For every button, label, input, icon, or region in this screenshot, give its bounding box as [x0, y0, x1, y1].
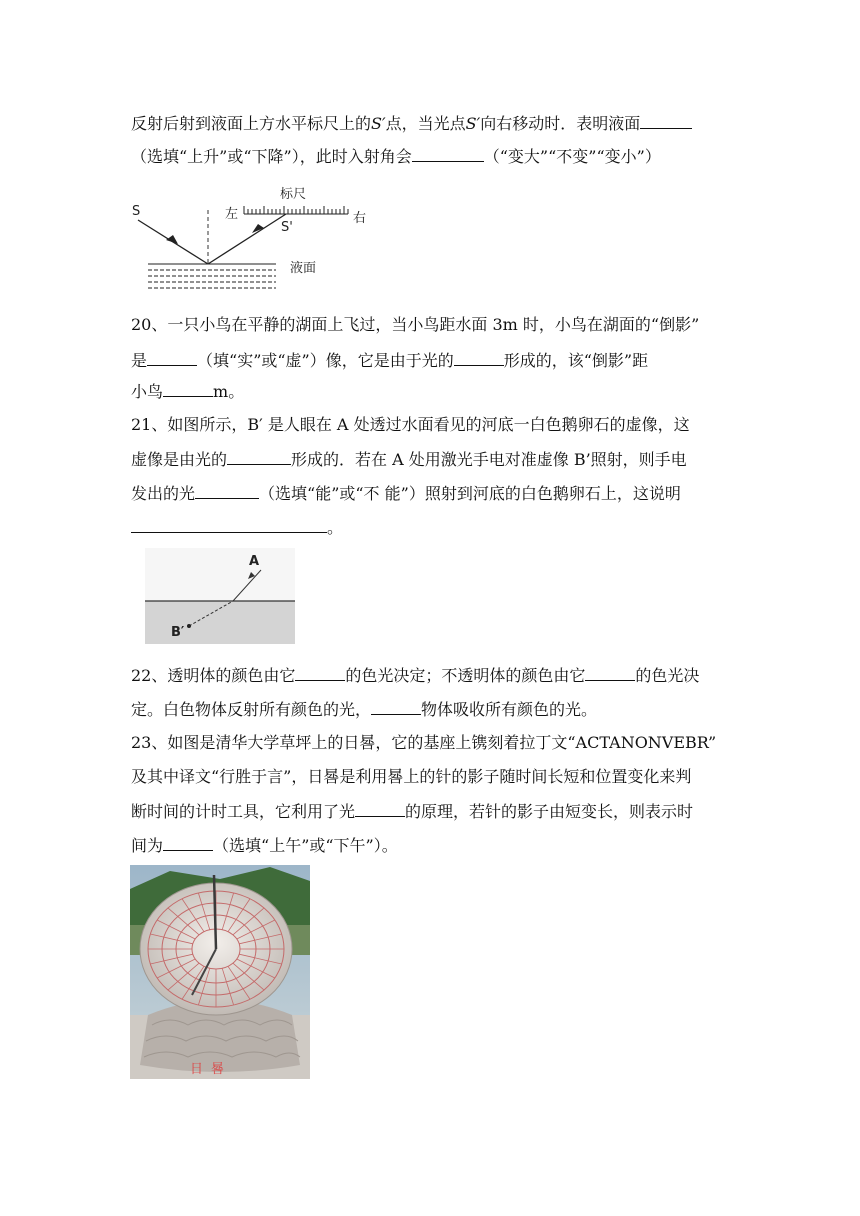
answer-blank[interactable] — [371, 698, 421, 715]
answer-blank[interactable] — [147, 349, 197, 366]
q22-line-1: 22、透明体的颜色由它 的色光决定；不透明体的颜色由它 的色光决 — [131, 666, 700, 685]
answer-blank[interactable] — [355, 800, 405, 817]
q20-line-3: 小鸟 m。 — [131, 382, 245, 401]
answer-blank[interactable] — [195, 482, 259, 499]
ruler — [244, 206, 348, 214]
figure-label-right: 右 — [353, 211, 367, 226]
image-point — [187, 624, 191, 628]
answer-blank[interactable] — [131, 516, 327, 533]
q21-line-2: 虚像是由光的 形成的．若在 A 处用激光手电对准虚像 B’照射，则手电 — [131, 450, 687, 469]
reflection-ruler-figure — [126, 182, 376, 300]
reflected-ray — [208, 214, 286, 264]
arrow-icon — [166, 235, 178, 244]
q20-line-1: 20、一只小鸟在平静的湖面上飞过，当小鸟距水面 3m 时，小鸟在湖面的“倒影” — [131, 315, 700, 334]
q21-line-4: 。 — [131, 516, 343, 539]
q23-line-4: 间为 （选填“上午”或“下午”）。 — [131, 836, 398, 855]
figure-label-left: 左 — [225, 207, 239, 222]
q21-line-1: 21、如图所示，B′ 是人眼在 A 处透过水面看见的河底一白色鹅卵石的虚像，这 — [131, 415, 690, 434]
sundial-caption: 日晷 — [190, 1062, 233, 1077]
figure-label-b: B′ — [171, 625, 185, 640]
q19-line-1: 反射后射到液面上方水平标尺上的S′点，当光点S′向右移动时．表明液面 — [131, 112, 692, 135]
sundial-photo — [130, 865, 310, 1079]
liquid-surface — [148, 264, 276, 288]
figure-label-spot: S' — [281, 220, 293, 235]
q23-line-1: 23、如图是清华大学草坪上的日晷，它的基座上镌刻着拉丁文“ACTANONVEBR” — [131, 733, 717, 752]
q21-line-3: 发出的光 （选填“能”或“不 能”）照射到河底的白色鹅卵石上，这说明 — [131, 484, 681, 503]
answer-blank[interactable] — [412, 145, 484, 162]
answer-blank[interactable] — [585, 664, 635, 681]
answer-blank[interactable] — [454, 349, 504, 366]
water-image-figure — [145, 548, 295, 644]
q20-line-2: 是 （填“实”或“虚”）像，它是由于光的 形成的，该“倒影”距 — [131, 351, 649, 370]
q19-line-2: （选填“上升”或“下降”），此时入射角会 （“变大”“不变”“变小”） — [131, 147, 661, 166]
figure-label-ruler: 标尺 — [280, 187, 307, 202]
answer-blank[interactable] — [163, 834, 213, 851]
answer-blank[interactable] — [227, 448, 291, 465]
q23-line-2: 及其中译文“行胜于言”，日晷是利用晷上的针的影子随时间长短和位置变化来判 — [131, 767, 692, 786]
answer-blank[interactable] — [295, 664, 345, 681]
figure-label-source: S — [132, 204, 141, 219]
q23-line-3: 断时间的计时工具，它利用了光 的原理，若针的影子由短变长，则表示时 — [131, 802, 694, 821]
water-region — [145, 601, 295, 644]
answer-blank[interactable] — [640, 112, 692, 129]
q22-line-2: 定。白色物体反射所有颜色的光， 物体吸收所有颜色的光。 — [131, 700, 598, 719]
answer-blank[interactable] — [163, 380, 213, 397]
figure-label-a: A — [249, 554, 260, 569]
figure-label-liquid: 液面 — [290, 261, 317, 276]
